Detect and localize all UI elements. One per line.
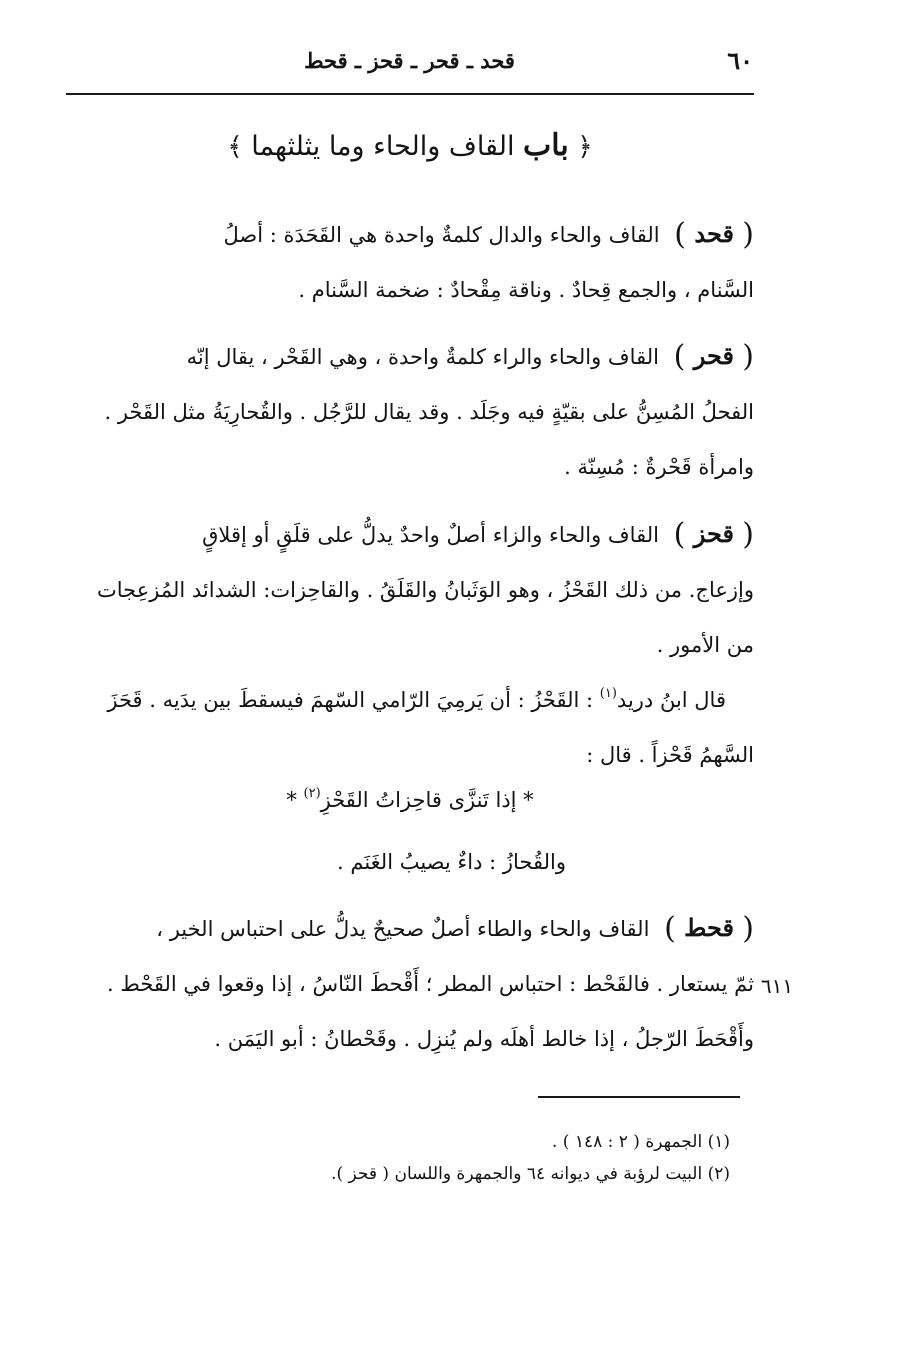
footnote-ref-1: (١) — [599, 686, 617, 701]
margin-number: ٦١١ — [760, 974, 794, 998]
after-verse-line: والقُحازُ : داءٌ يصيبُ الغَنَم . — [337, 850, 566, 874]
chapter-bab: باب — [523, 128, 569, 163]
entry-qhr — [66, 328, 754, 495]
entry-qhd — [66, 206, 754, 318]
quote-line: السَّهمُ قَحْزاً . قال : — [586, 743, 754, 767]
footnotes — [66, 1126, 730, 1190]
entry-line: ( قحر ) القاف والحاء والراء كلمةٌ واحدة ، وهي القَحْر ، يقال إنّه — [66, 328, 754, 385]
header-rule — [66, 93, 754, 95]
entry-line: ثمّ يستعار . فالقَحْط : احتباس المطر ؛ أَقْحطَ النّاسُ ، إذا وقعوا في القَحْط . — [107, 972, 754, 996]
page-number: ٦٠ — [727, 46, 753, 75]
entry-root-heading: ( قحد ) — [674, 217, 754, 252]
entry-line: ( قحط ) القاف والحاء والطاء أصلٌ صحيحٌ يدلُّ على احتباس الخير ، — [66, 900, 754, 957]
ornament-close: ﴾ — [227, 132, 243, 162]
entry-qht — [66, 900, 754, 1067]
entry-root-heading: ( قحز ) — [673, 517, 754, 552]
footnote-2: (٢) البيت لرؤبة في ديوانه ٦٤ والجمهرة واللسان ( قحز ). — [331, 1164, 730, 1184]
entry-line: الفحلُ المُسِنُّ على بقيّةٍ فيه وجَلَد . وقد يقال للرَّجُل . والقُحارِيَةُ مثل القَحْر . — [104, 400, 754, 424]
footnote-1: (١) الجمهرة ( ٢ : ١٤٨ ) . — [551, 1132, 730, 1152]
entry-line: وامرأة قَحْرةٌ : مُسِنّة . — [564, 455, 754, 479]
entry-qhz — [66, 506, 754, 783]
entry-line: من الأمور . — [656, 633, 754, 657]
footnote-ref-2: (٢) — [303, 786, 321, 801]
entry-line: ( قحد ) القاف والحاء والدال كلمةٌ واحدة هي القَحَدَة : أصلُ — [66, 206, 754, 263]
entry-root-heading: ( قحط ) — [664, 911, 754, 946]
running-title: قحد ـ قحر ـ قحز ـ قحط — [304, 48, 515, 73]
chapter-title-text: القاف والحاء وما يثلثهما — [251, 131, 515, 162]
page-header — [66, 46, 753, 86]
chapter-title — [66, 128, 754, 163]
entry-line: وأَقْحَطَ الرّجلُ ، إذا خالط أهلَه ولم يُنزِل . وقَحْطانُ : أبو اليَمَن . — [214, 1027, 754, 1051]
entry-line: ( قحز ) القاف والحاء والزاء أصلٌ واحدٌ يدلُّ على قلَقٍ أو إقلاقٍ — [66, 506, 754, 563]
ornament-open: ﴿ — [577, 132, 593, 162]
entry-root-heading: ( قحر ) — [673, 339, 754, 374]
footnote-rule — [538, 1096, 740, 1098]
entry-line: السَّنام ، والجمع قِحادٌ . وناقة مِقْحادٌ : ضخمة السَّنام . — [298, 278, 754, 302]
quote-line: قال ابنُ دريد$^{(١)}$ : القَحْزُ : أن يَرمِيَ الرّامي السّهمَ فيسقطَ بين يدَيه . قَحَزَ — [107, 686, 726, 712]
entry-line: وإزعاج. من ذلك القَحْزُ ، وهو الوَثَبانُ والقَلَقُ . والقاحِزات: الشدائد المُزعِجات — [97, 578, 754, 602]
verse: * إذا تَنزَّى قاحِزاتُ القَحْزِ$^{(٢)}$ * — [286, 786, 534, 812]
